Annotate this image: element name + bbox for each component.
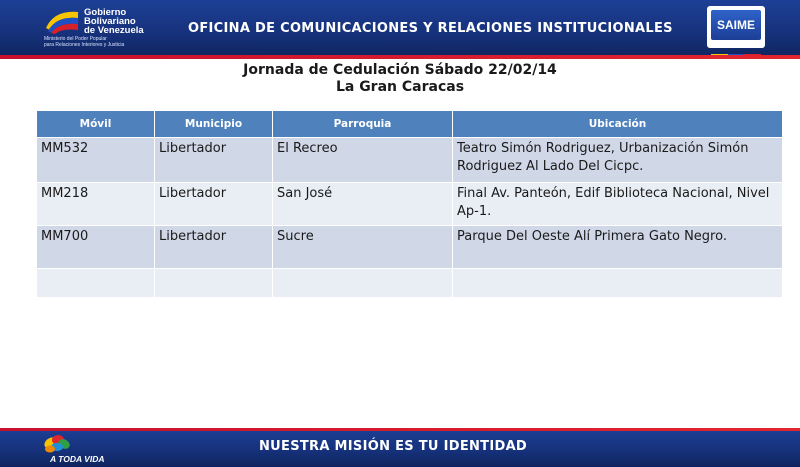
logo-line-1: Gobierno (84, 7, 127, 18)
table-row-empty (37, 269, 783, 298)
mission-slogan: NUESTRA MISIÓN ES TU IDENTIDAD (259, 439, 528, 454)
government-logo (44, 6, 174, 52)
cell-ubicacion: Teatro Simón Rodriguez, Urbanización Simón Rodriguez Al Lado Del Cicpc. (453, 138, 783, 183)
logo-line-3: de Venezuela (84, 25, 144, 36)
government-logo-text (84, 8, 144, 35)
cell-movil (37, 269, 155, 298)
saime-tricolor-bar (711, 42, 761, 45)
cell-movil: MM218 (37, 183, 155, 226)
ministry-subtext-line-2: para Relaciones Interiores y Justicia (44, 41, 125, 48)
a-toda-vida-logo (38, 432, 118, 466)
cell-ubicacion: Final Av. Panteón, Edif Biblioteca Nacional, Nivel Ap-1. (453, 183, 783, 226)
cell-ubicacion (453, 269, 783, 298)
venezuela-flag-icon (44, 8, 80, 34)
cell-parroquia (273, 269, 453, 298)
cell-municipio: Libertador (155, 138, 273, 183)
cell-movil: MM700 (37, 226, 155, 269)
logo-line-2: Bolivariano (84, 16, 136, 27)
table-row (37, 138, 783, 183)
schedule-table (36, 110, 783, 298)
cell-municipio: Libertador (155, 226, 273, 269)
header-ubicacion: Ubicación (453, 111, 783, 138)
office-title: OFICINA DE COMUNICACIONES Y RELACIONES INSTITUCIONALES (188, 21, 673, 36)
cell-parroquia: El Recreo (273, 138, 453, 183)
cell-ubicacion: Parque Del Oeste Alí Primera Gato Negro. (453, 226, 783, 269)
cell-municipio (155, 269, 273, 298)
header-bar (0, 0, 800, 59)
page-subtitle: La Gran Caracas (335, 79, 465, 95)
ministry-subtext-line-1: Ministerio del Poder Popular (44, 36, 107, 42)
flower-icon (42, 432, 72, 454)
page-title: Jornada de Cedulación Sábado 22/02/14 (243, 62, 557, 78)
saime-logo-label: SAIME (711, 10, 761, 40)
header-movil: Móvil (37, 111, 155, 138)
table-header-row (37, 111, 783, 138)
table-row (37, 226, 783, 269)
header-municipio: Municipio (155, 111, 273, 138)
cell-parroquia: San José (273, 183, 453, 226)
cell-parroquia: Sucre (273, 226, 453, 269)
cell-movil: MM532 (37, 138, 155, 183)
cell-municipio: Libertador (155, 183, 273, 226)
saime-logo (707, 6, 765, 48)
a-toda-vida-label: A TODA VIDA (50, 454, 105, 464)
table-row (37, 183, 783, 226)
ministry-subtext (44, 37, 124, 48)
header-parroquia: Parroquia (273, 111, 453, 138)
